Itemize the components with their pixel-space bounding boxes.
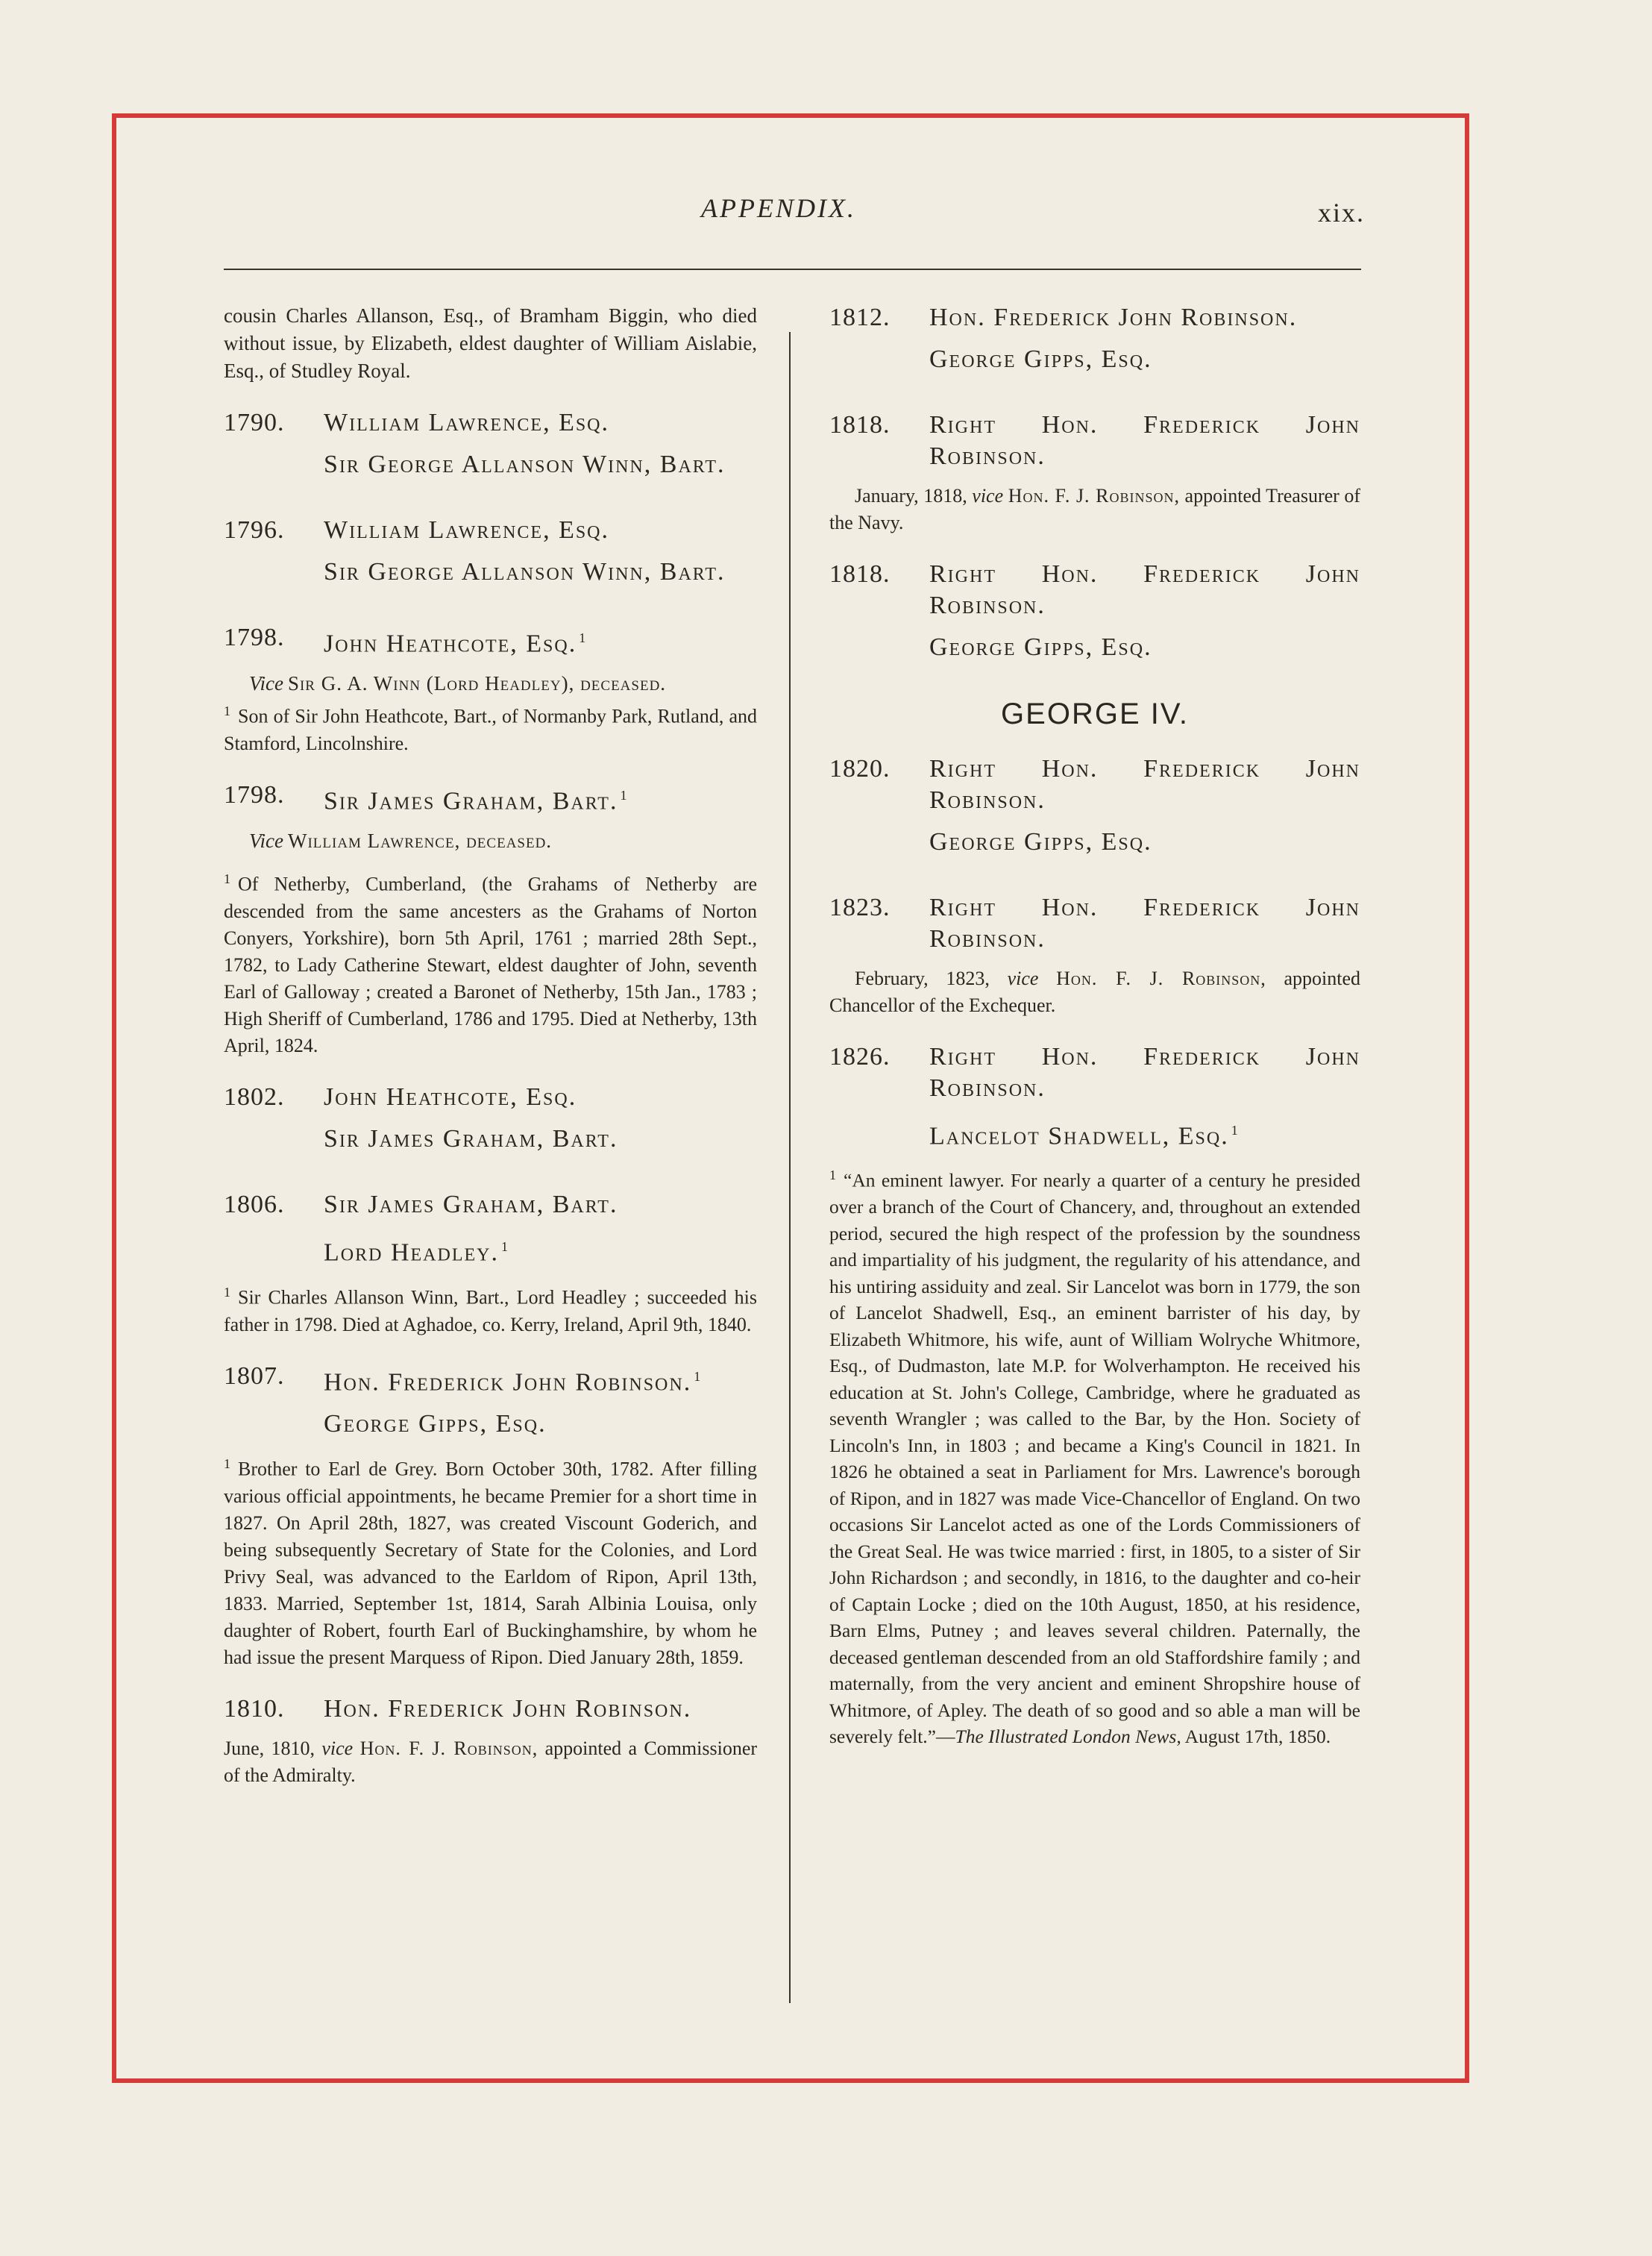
member-name: Sir James Graham, Bart. <box>324 1124 618 1153</box>
member-name: George Gipps, Esq. <box>929 345 1152 373</box>
member-name: Sir George Allanson Winn, Bart. <box>324 558 726 586</box>
year: 1826. <box>829 1043 891 1071</box>
entry-1790 <box>224 407 757 439</box>
member-name: George Gipps, Esq. <box>929 633 1152 661</box>
running-title: APPENDIX. <box>701 193 856 223</box>
member-name: Sir James Graham, Bart. <box>324 1190 618 1218</box>
year: 1823. <box>829 894 891 921</box>
member-name: George Gipps, Esq. <box>929 828 1152 856</box>
year: 1802. <box>224 1082 285 1111</box>
entry-1823 <box>829 892 1360 955</box>
entry-1807 <box>224 1361 757 1398</box>
member-name: Right Hon. Frederick John Robinson. <box>929 894 1360 953</box>
entry-1820 <box>829 753 1360 816</box>
appointment-note: February, 1823, vice Hon. F. J. Robinson, appointed Chancellor of the Exchequer. <box>829 968 1361 1016</box>
entry-1810 <box>224 1693 757 1725</box>
member-name: Right Hon. Frederick John Robinson. <box>929 560 1360 619</box>
footnote-marker: 1 <box>620 787 629 803</box>
member-name: Hon. Frederick John Robinson. $^1$ <box>324 1368 703 1397</box>
member-name: William Lawrence, Esq. <box>324 409 610 436</box>
entry-1796 <box>224 515 757 546</box>
source-title: The Illustrated London News, <box>955 1726 1181 1748</box>
member-name: Hon. Frederick John Robinson. <box>324 1694 692 1723</box>
year: 1798. <box>224 624 285 651</box>
entry-1802 <box>224 1082 757 1113</box>
entry-1798-graham <box>224 780 757 817</box>
member-name: Lancelot Shadwell, Esq. $^1$ <box>929 1122 1240 1150</box>
member-name: Lord Headley. $^1$ <box>324 1238 509 1267</box>
footnote-marker: 1 <box>500 1238 509 1254</box>
appointment-note: June, 1810, vice Hon. F. J. Robinson, appointed a Commissioner of the Admiralty. <box>224 1737 758 1786</box>
entry-1806 <box>224 1189 757 1221</box>
footnote: $^1$ Sir Charles Allanson Winn, Bart., Lord Headley ; succeeded his father in 1798. Died at Aghadoe, co. Kerry, Ireland, April 9th, 1840. <box>224 1285 757 1335</box>
year: 1806. <box>224 1190 285 1218</box>
entry-1798-heathcote <box>224 622 757 659</box>
running-head <box>224 187 1365 239</box>
member-name: Hon. Frederick John Robinson. <box>929 304 1298 331</box>
member-name: Sir George Allanson Winn, Bart. <box>324 451 726 478</box>
footnote: $^1$ Brother to Earl de Grey. Born October 30th, 1782. After filling various official appointments, he became Premier for a short time in 1827. On April 28th, 1827, was created Viscount Goderich, and being subsequently Secretary of State for the Colonies, and Lord Privy Seal, was advanced to the Earldom of Ripon, April 13th, 1833. Married, September 1st, 1814, Sarah Albinia Louisa, only daughter of Robert, fourth Earl of Buckinghamshire, by whom he had issue the present Marquess of Ripon. Died January 28th, 1859. <box>224 1456 757 1668</box>
member-name: John Heathcote, Esq. $^1$ <box>324 630 588 658</box>
footnote-marker: 1 <box>694 1368 703 1384</box>
member-name: John Heathcote, Esq. <box>324 1082 577 1111</box>
appointment-note: January, 1818, vice Hon. F. J. Robinson, appointed Treasurer of the Navy. <box>829 485 1361 533</box>
year: 1810. <box>224 1694 285 1723</box>
entry-1818-first <box>829 410 1360 472</box>
year: 1812. <box>829 304 891 331</box>
entry-1818-second <box>829 559 1360 621</box>
footnote-marker: 1 <box>1231 1123 1240 1138</box>
member-name: Right Hon. Frederick John Robinson. <box>929 1043 1360 1102</box>
right-column <box>829 302 1360 1750</box>
year: 1807. <box>224 1362 285 1390</box>
footnote: $^1$ Son of Sir John Heathcote, Bart., of Normanby Park, Rutland, and Stamford, Lincolnshire. <box>224 704 757 754</box>
member-name: George Gipps, Esq. <box>324 1410 547 1438</box>
reign-heading: GEORGE IV. <box>1001 698 1189 730</box>
member-name: Sir James Graham, Bart. $^1$ <box>324 787 629 815</box>
left-column <box>224 302 757 1789</box>
vice-line: Vice William Lawrence, deceased. <box>249 830 553 853</box>
entry-1826 <box>829 1041 1360 1104</box>
year: 1820. <box>829 755 891 783</box>
header-rule <box>224 269 1361 270</box>
footnote: $^1$ “An eminent lawyer. For nearly a quarter of a century he presided over a branch of the Court of Chancery, and, throughout an extended period, secured the high respect of the profession by the soundness and impartiality of his judgment, the regularity of his attendance, and his untiring assiduity and zeal. Sir Lancelot was born in 1779, the son of Lancelot Shadwell, Esq., an eminent barrister of his day, by Elizabeth Whitmore, his wife, aunt of William Wolryche Whitmore, Esq., of Dudmaston, late M.P. for Wolverhampton. He received his education at St. John's College, Cambridge, where he graduated as seventh Wrangler ; was called to the Bar, by the Hon. Society of Lincoln's Inn, in 1803 ; and became a King's Council in 1821. In 1826 he obtained a seat in Parliament for Mrs. Lawrence's borough of Ripon, and in 1827 was made Vice-Chancellor of England. On two occasions Sir Lancelot acted as one of the Lords Commissioners of the Great Seal. He was twice married : first, in 1805, to a sister of Sir John Richardson ; and secondly, in 1816, to the daughter and co-heir of Captain Locke ; died on the 10th August, 1850, at his residence, Barn Elms, Putney ; and leaves several children. Paternally, the deceased gentleman descended from an old Staffordshire family ; and maternally, from the very ancient and eminent Shropshire house of Whitmore, of Apley. The death of so good and so able a man will be severely felt.”—The Illustrated London News, August 17th, 1850. <box>829 1168 1360 1748</box>
vice-line: Vice Sir G. A. Winn (Lord Headley), deceased. <box>249 672 667 695</box>
year: 1796. <box>224 516 285 544</box>
entry-1812 <box>829 302 1360 333</box>
year: 1818. <box>829 411 891 439</box>
page-number: xix. <box>1317 198 1365 228</box>
member-name: William Lawrence, Esq. <box>324 516 610 544</box>
year: 1818. <box>829 560 891 588</box>
footnote-marker: 1 <box>579 630 588 645</box>
year: 1790. <box>224 409 285 436</box>
column-divider <box>789 332 791 2003</box>
opening-paragraph: cousin Charles Allanson, Esq., of Bramham Biggin, who died without issue, by Elizabeth, eldest daughter of William Aislabie, Esq., of Studley Royal. <box>224 304 757 382</box>
member-name: Right Hon. Frederick John Robinson. <box>929 411 1360 470</box>
year: 1798. <box>224 780 285 809</box>
member-name: Right Hon. Frederick John Robinson. <box>929 755 1360 814</box>
footnote: $^1$ Of Netherby, Cumberland, (the Grahams of Netherby are descended from the same ancesters as the Grahams of Norton Conyers, Yorkshire), born 5th April, 1761 ; married 28th Sept., 1782, to Lady Catherine Stewart, eldest daughter of John, seventh Earl of Galloway ; created a Baronet of Netherby, 15th Jan., 1783 ; High Sheriff of Cumberland, 1786 and 1795. Died at Netherby, 13th April, 1824. <box>224 871 757 1056</box>
